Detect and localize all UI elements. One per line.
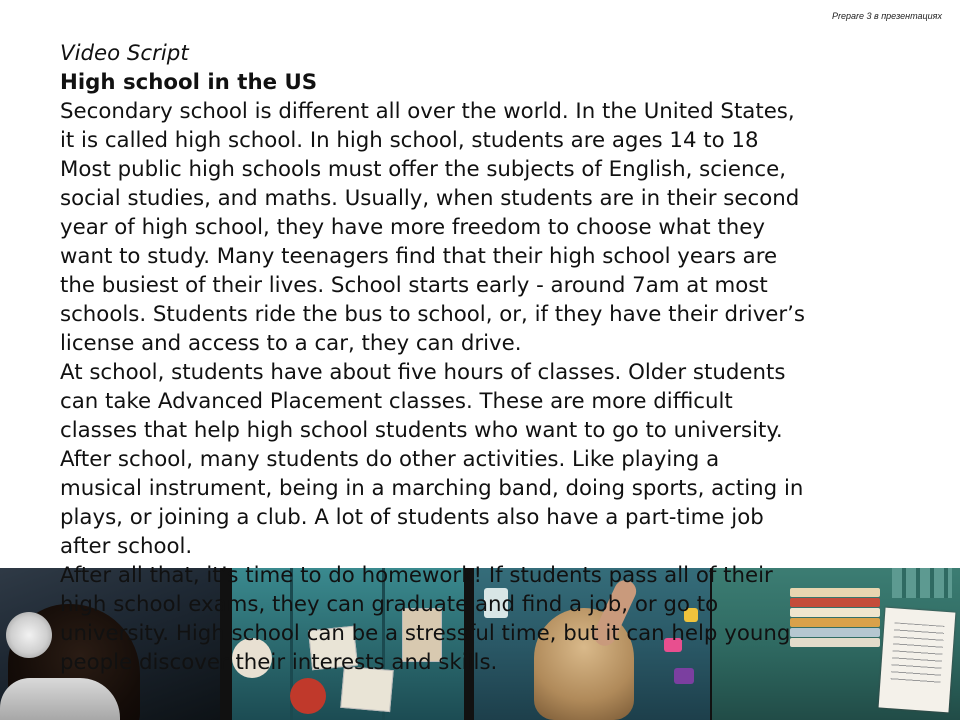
script-line: can take Advanced Placement classes. These are more difficult bbox=[60, 389, 733, 414]
script-line: After school, many students do other activities. Like playing a bbox=[60, 447, 720, 472]
script-line: After all that, it’s time to do homework! If students pass all of their bbox=[60, 563, 773, 588]
video-script bbox=[60, 39, 920, 677]
script-line: after school. bbox=[60, 534, 193, 559]
script-line: musical instrument, being in a marching band, doing sports, acting in bbox=[60, 476, 804, 501]
script-line: license and access to a car, they can drive. bbox=[60, 331, 522, 356]
script-line: classes that help high school students who want to go to university. bbox=[60, 418, 783, 443]
script-line: social studies, and maths. Usually, when students are in their second bbox=[60, 186, 800, 211]
script-line: Secondary school is different all over the world. In the United States, bbox=[60, 99, 795, 124]
header-note: Prepare 3 в презентациях bbox=[832, 11, 942, 21]
script-title: High school in the US bbox=[60, 70, 318, 95]
script-line: it is called high school. In high school, students are ages 14 to 18 bbox=[60, 128, 759, 153]
script-line: people discover their interests and skills. bbox=[60, 650, 498, 675]
script-line: year of high school, they have more freedom to choose what they bbox=[60, 215, 765, 240]
script-line: the busiest of their lives. School starts early - around 7am at most bbox=[60, 273, 768, 298]
script-line: university. High school can be a stressful time, but it can help young bbox=[60, 621, 791, 646]
script-line: At school, students have about five hours of classes. Older students bbox=[60, 360, 786, 385]
script-line: schools. Students ride the bus to school, or, if they have their driver’s bbox=[60, 302, 806, 327]
script-line: want to study. Many teenagers find that their high school years are bbox=[60, 244, 778, 269]
script-line: high school exams, they can graduate and find a job, or go to bbox=[60, 592, 719, 617]
script-line: Most public high schools must offer the subjects of English, science, bbox=[60, 157, 787, 182]
script-line: plays, or joining a club. A lot of students also have a part-time job bbox=[60, 505, 764, 530]
section-label: Video Script bbox=[60, 41, 189, 66]
